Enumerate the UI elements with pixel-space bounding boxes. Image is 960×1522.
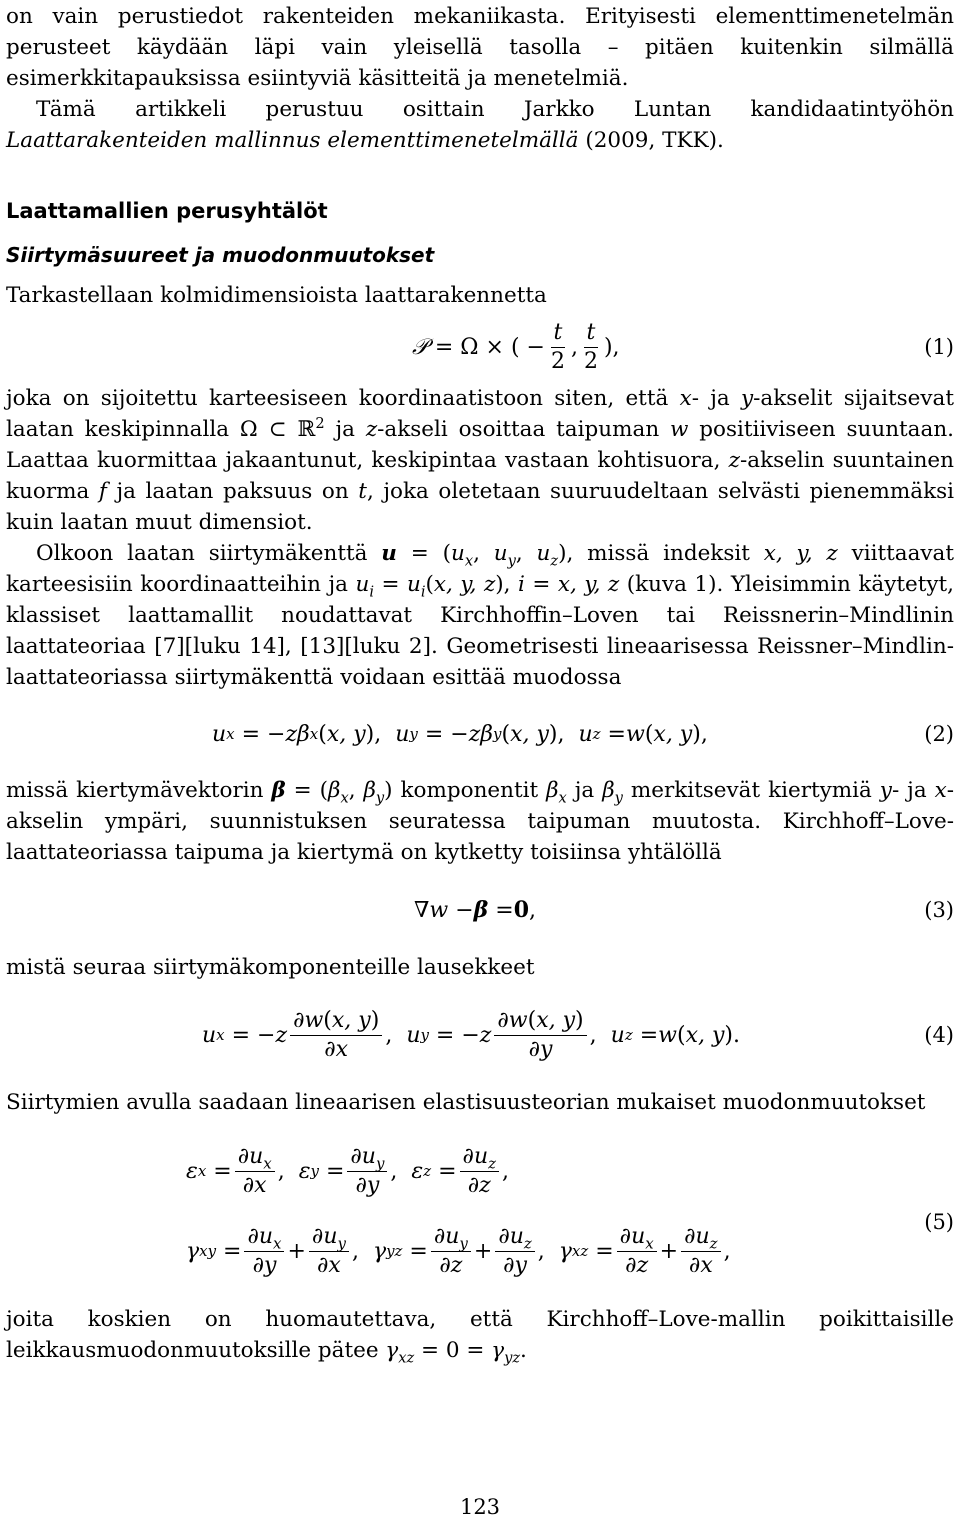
equation-number: (5) — [924, 1210, 954, 1234]
paragraph-rotation-vector: missä kiertymävektorin $\beta = (\beta_x$, $\beta_y$) komponentit $\beta_x$ ja $\beta_y$ merkitsevät kiertymiä y- ja x-akselin ympäri, suunnistuksen seuratessa taipuman muutosta. Kirchhoff–Love-laattateoriassa taipuma ja kiertymä on kytketty toisiinsa yhtälöllä — [6, 778, 955, 865]
thesis-title: Laattarakenteiden mallinnus elementtimenetelmällä — [6, 128, 579, 153]
equation-4: u x = − z $\frac{\partial w(x, y)}{\partial x}$ , u y = − z $\frac{\partial w(x, y)}{\partial y}$ , u z = w ( x, y ). (4) — [6, 983, 954, 1087]
paper-page — [0, 1, 960, 1522]
subsection-heading: Siirtymäsuureet ja muodonmuutokset — [6, 243, 435, 267]
equation-number: (3) — [924, 898, 954, 922]
section-heading: Laattamallien perusyhtälöt — [6, 199, 328, 223]
paragraph-plate-structure: Tarkastellaan kolmidimensioista laattarakennetta — [6, 283, 547, 308]
equation-3: ∇ w − β = 0 , (3) — [6, 868, 954, 952]
equation-1: 𝒫 = Ω × ( − $\frac{t}{2}$ , $\frac{t}{2}$ ), (1) — [6, 311, 954, 383]
equation-number: (2) — [924, 722, 954, 746]
equation-2: u x = − zβ x ( x, y ), u y = − zβ y ( x, y ), u z = w ( x, y ), (2) — [6, 693, 954, 775]
equation-number: (1) — [924, 335, 954, 359]
source-paragraph: Tämä artikkeli perustuu osittain Jarkko Luntan kandidaatintyöhön Laattarakenteiden mallinnus elementtimenetelmällä (2009, TKK). — [6, 97, 954, 153]
intro-paragraph: on vain perustiedot rakenteiden mekaniikasta. Erityisesti elementtimenetelmän perusteet käydään läpi vain yleisellä tasolla – pitäen kuitenkin silmällä esimerkkitapauksissa esiintyviä käsitteitä ja menetelmiä. — [6, 4, 954, 91]
page-number: 123 — [459, 1495, 501, 1519]
equation-number: (4) — [924, 1023, 954, 1047]
paragraph-displacement-field: Olkoon laatan siirtymäkenttä $u = (u_x$, $u_y$, $u_z$), missä indeksit x, y, z viittaavat karteesisiin koordinaatteihin ja $u_i = u_i(x$, y, z), i = x, y, z (kuva 1). Yleisimmin käytetyt, klassiset laattamallit noudattavat Kirchhoffin–Loven tai Reissnerin–Mindlinin laattateoriaa [7][luku 14], [13][luku 2]. Geometrisesti lineaarisessa Reissner–Mindlin-laattateoriassa siirtymäkenttä voidaan esittää muodossa — [6, 541, 954, 690]
paragraph-shear-strains: joita koskien on huomautettava, että Kirchhoff–Love-mallin poikittaisille leikkausmuodonmuutoksille pätee $\gamma_{xz} = 0 = \gamma_{yz}$. — [6, 1307, 954, 1367]
equation-5: ε x = $\frac{\partial u_x}{\partial x}$ , ε y = $\frac{\partial u_y}{\partial y}$ , ε z = $\frac{\partial u_z}{\partial z}$ , γ xy = $\frac{\partial u_x}{\partial y}$ + $\frac{\partial u_y}{\partial x}$ , γ yz = $\frac{\partial u_y}{\partial z}$ + $\frac{\partial u_z}{\partial y}$ , γ xz = $\frac{\partial u_x}{\partial z}$ + $\frac{\partial u_z}{\partial x}$ , (5) — [186, 1143, 954, 1278]
paragraph-components: mistä seuraa siirtymäkomponenteille lausekkeet — [6, 955, 535, 980]
paragraph-coordinates: joka on sijoitettu karteesiseen koordinaatistoon siten, että x- ja y-akselit sijaitsevat laatan keskipinnalla Ω ⊂ ℝ$^2$ ja z-akseli osoittaa taipuman w positiiviseen suuntaan. Laattaa kuormittaa jakaantunut, keskipintaa vastaan kohtisuora, z-akselin suuntainen kuorma f ja laatan paksuus on t, joka oletetaan suuruudeltaan selvästi pienemmäksi kuin laatan muut dimensiot. — [6, 386, 955, 535]
paragraph-strains: Siirtymien avulla saadaan lineaarisen elastisuusteorian mukaiset muodonmuutokset — [6, 1090, 926, 1115]
